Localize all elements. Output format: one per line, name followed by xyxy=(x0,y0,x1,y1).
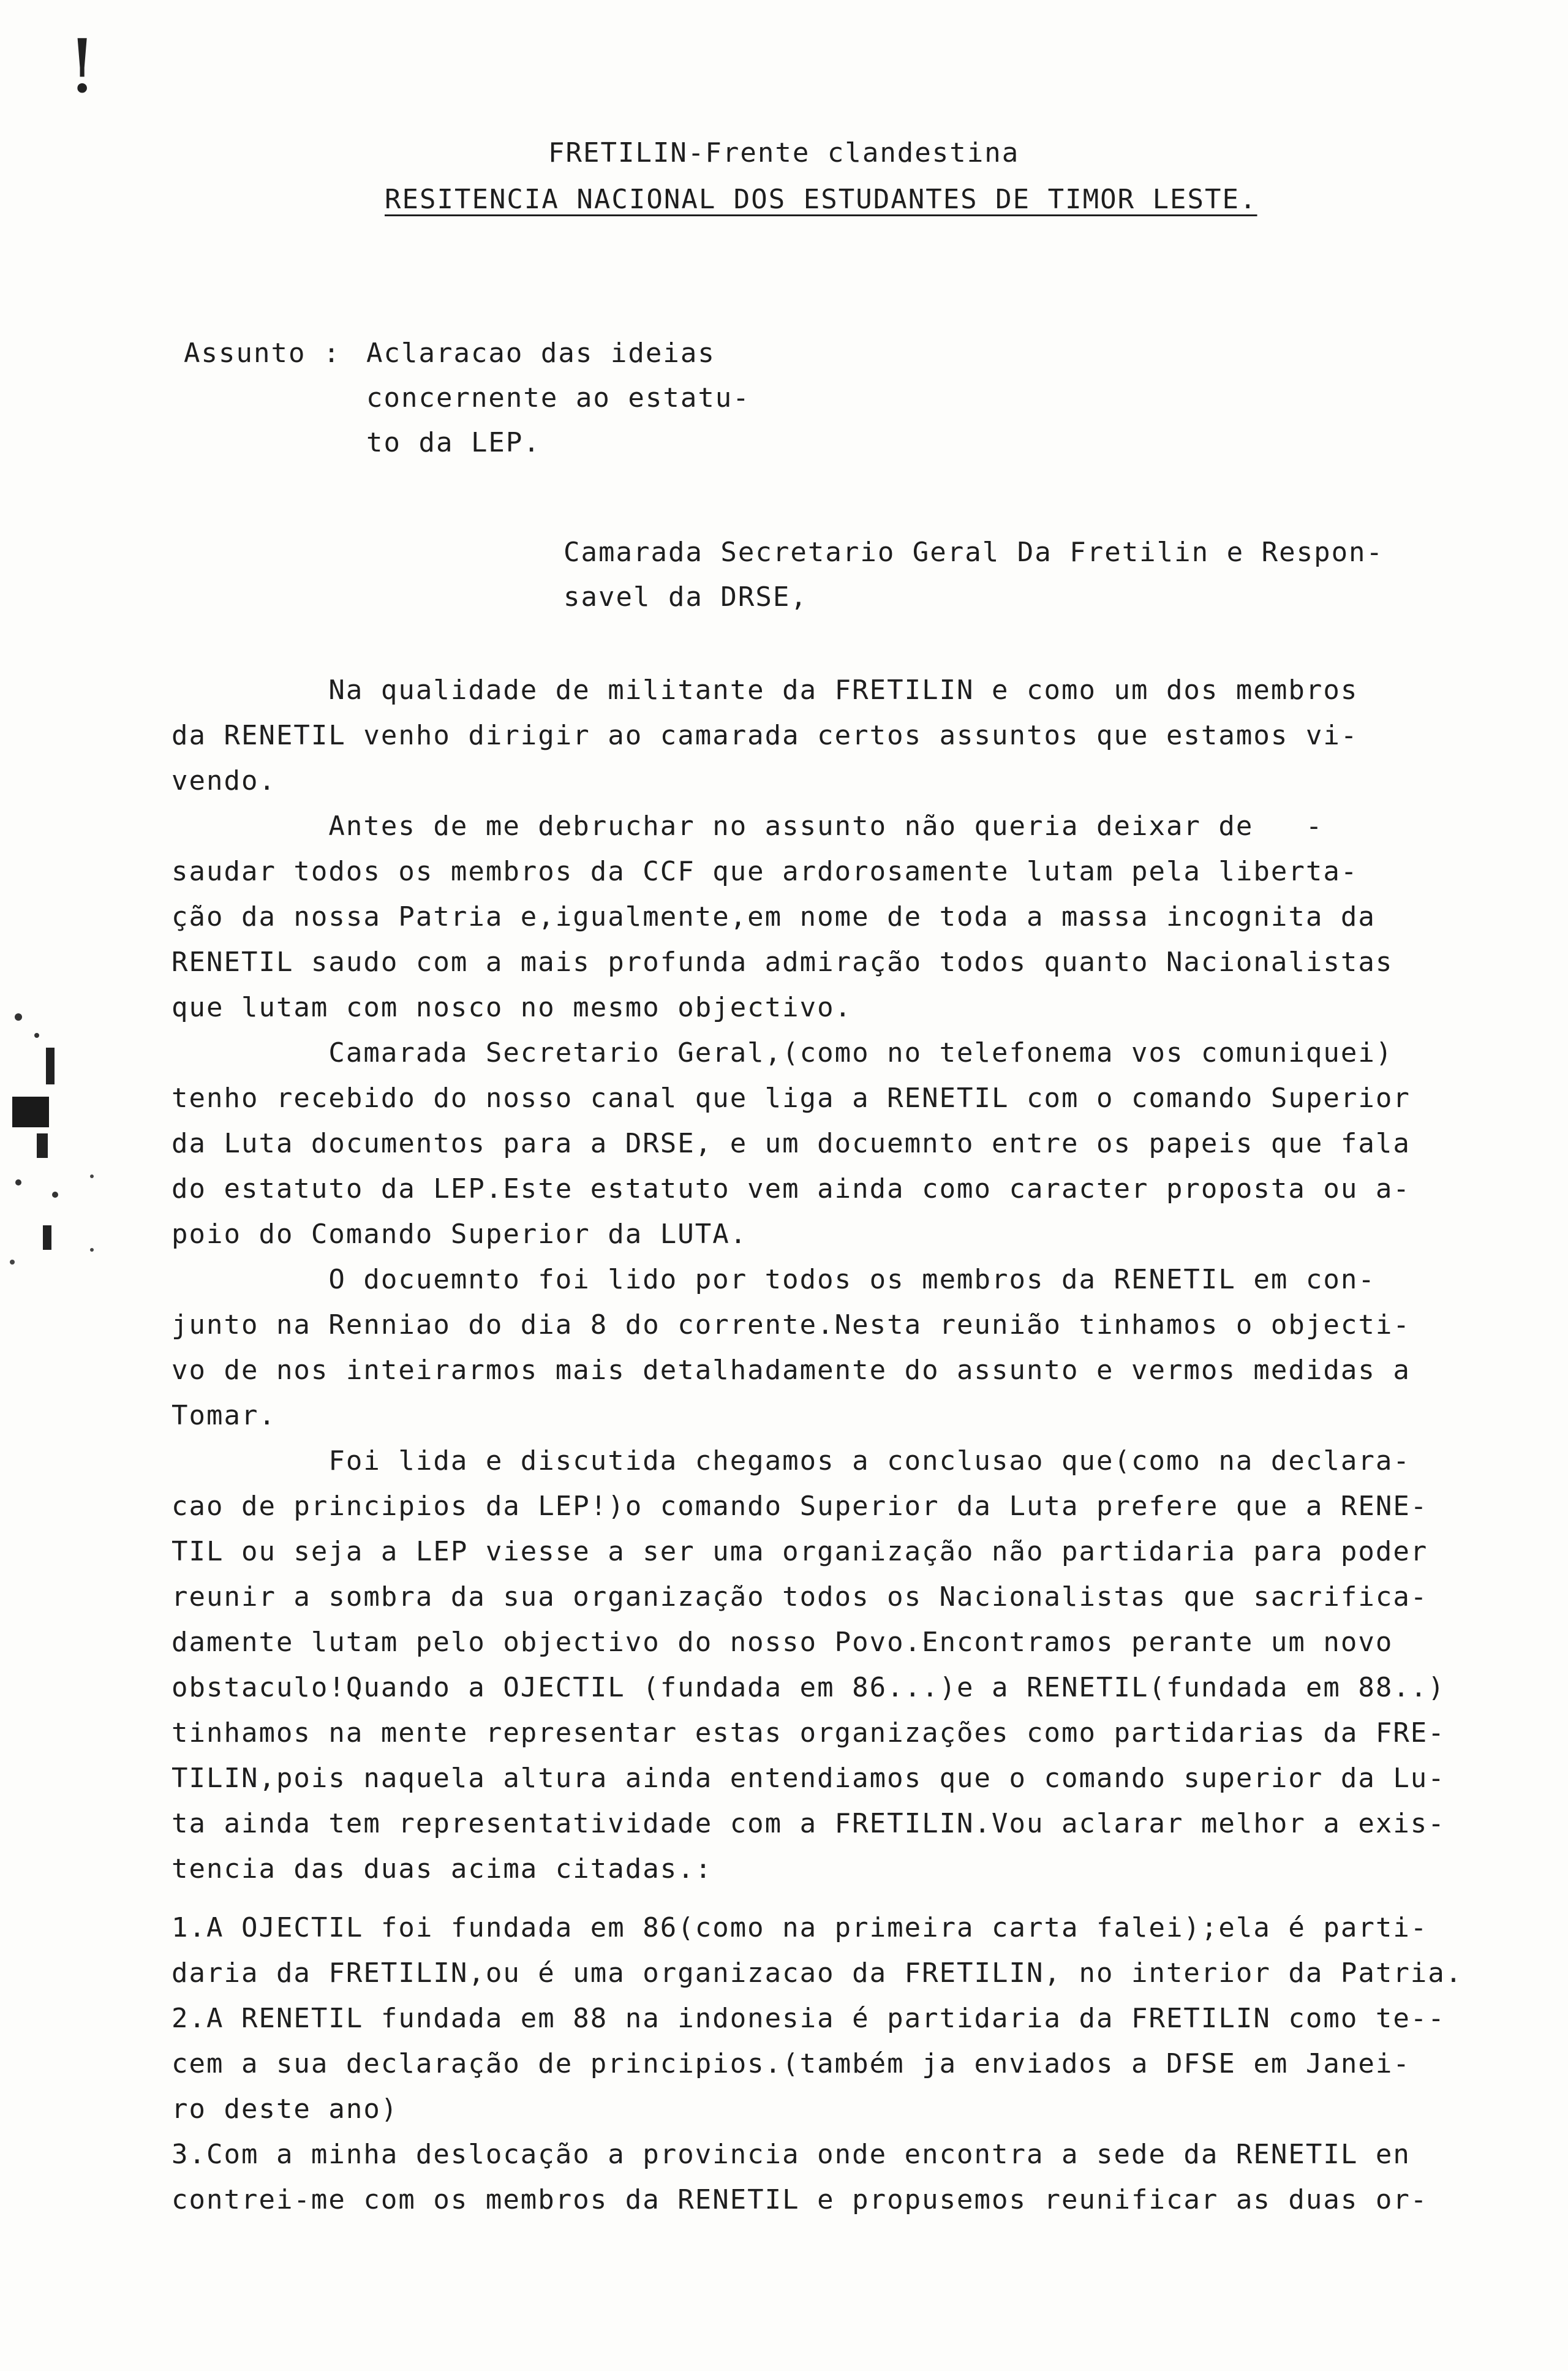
body-line-20: TIL ou seja a LEP viesse a ser uma organização não partidaria para poder xyxy=(172,1536,1428,1567)
body-line-16: vo de nos inteirarmos mais detalhadamente do assunto e vermos medidas a xyxy=(172,1355,1411,1386)
numbered-line-7: contrei-me com os membros da RENETIL e propusemos reunificar as duas or- xyxy=(172,2184,1428,2215)
body-line-25: TILIN,pois naquela altura ainda entendiamos que o comando superior da Lu- xyxy=(172,1763,1446,1794)
body-line-24: tinhamos na mente representar estas organizações como partidarias da FRE- xyxy=(172,1717,1446,1749)
scan-noise xyxy=(0,993,110,1372)
body-line-18: Foi lida e discutida chegamos a conclusao que(como na declara- xyxy=(172,1445,1411,1477)
body-line-17: Tomar. xyxy=(172,1400,276,1431)
body-line-27: tencia das duas acima citadas.: xyxy=(172,1853,713,1885)
body-line-12: do estatuto da LEP.Este estatuto vem ainda como caracter proposta ou a- xyxy=(172,1173,1411,1204)
subject-label: Assunto : xyxy=(184,338,341,369)
salutation-line-2: savel da DRSE, xyxy=(564,581,808,613)
body-line-8: que lutam com nosco no mesmo objectivo. xyxy=(172,992,853,1023)
subject-line-2: concernente ao estatu- xyxy=(366,382,750,414)
numbered-line-4: cem a sua declaração de principios.(também ja enviados a DFSE em Janei- xyxy=(172,2048,1411,2079)
body-line-15: junto na Renniao do dia 8 do corrente.Nesta reunião tinhamos o objecti- xyxy=(172,1309,1411,1341)
numbered-line-2: daria da FRETILIN,ou é uma organizacao da FRETILIN, no interior da Patria. xyxy=(172,1957,1463,1989)
numbered-line-5: ro deste ano) xyxy=(172,2093,399,2125)
body-line-10: tenho recebido do nosso canal que liga a RENETIL com o comando Superior xyxy=(172,1083,1411,1114)
handwritten-mark: ! xyxy=(67,25,97,110)
body-line-19: cao de principios da LEP!)o comando Superior da Luta prefere que a RENE- xyxy=(172,1491,1428,1522)
body-line-1: Na qualidade de militante da FRETILIN e como um dos membros xyxy=(172,675,1359,706)
numbered-line-1: 1.A OJECTIL foi fundada em 86(como na primeira carta falei);ela é parti- xyxy=(172,1912,1428,1943)
body-line-2: da RENETIL venho dirigir ao camarada certos assuntos que estamos vi- xyxy=(172,720,1359,751)
body-line-3: vendo. xyxy=(172,765,276,796)
body-line-9: Camarada Secretario Geral,(como no telefonema vos comuniquei) xyxy=(172,1037,1393,1068)
salutation-line-1: Camarada Secretario Geral Da Fretilin e Respon- xyxy=(564,537,1384,568)
header-title: RESITENCIA NACIONAL DOS ESTUDANTES DE TIMOR LESTE. xyxy=(385,184,1257,215)
numbered-line-3: 2.A RENETIL fundada em 88 na indonesia é partidaria da FRETILIN como te-- xyxy=(172,2003,1446,2034)
header-org-name: FRETILIN-Frente clandestina xyxy=(548,137,1020,168)
body-line-7: RENETIL saudo com a mais profunda admiração todos quanto Nacionalistas xyxy=(172,947,1393,978)
body-line-21: reunir a sombra da sua organização todos os Nacionalistas que sacrifica- xyxy=(172,1581,1428,1613)
subject-line-1: Aclaracao das ideias xyxy=(366,338,715,369)
numbered-line-6: 3.Com a minha deslocação a provincia onde encontra a sede da RENETIL en xyxy=(172,2139,1411,2170)
body-line-6: ção da nossa Patria e,igualmente,em nome de toda a massa incognita da xyxy=(172,901,1376,932)
body-line-11: da Luta documentos para a DRSE, e um docuemnto entre os papeis que fala xyxy=(172,1128,1411,1159)
body-line-14: O docuemnto foi lido por todos os membros da RENETIL em con- xyxy=(172,1264,1376,1295)
body-line-4: Antes de me debruchar no assunto não queria deixar de - xyxy=(172,811,1324,842)
body-line-5: saudar todos os membros da CCF que ardorosamente lutam pela liberta- xyxy=(172,856,1359,887)
body-line-13: poio do Comando Superior da LUTA. xyxy=(172,1219,748,1250)
subject-line-3: to da LEP. xyxy=(366,427,541,458)
body-line-26: ta ainda tem representatividade com a FRETILIN.Vou aclarar melhor a exis- xyxy=(172,1808,1446,1839)
body-line-23: obstaculo!Quando a OJECTIL (fundada em 86...)e a RENETIL(fundada em 88..) xyxy=(172,1672,1446,1703)
body-line-22: damente lutam pelo objectivo do nosso Povo.Encontramos perante um novo xyxy=(172,1627,1393,1658)
